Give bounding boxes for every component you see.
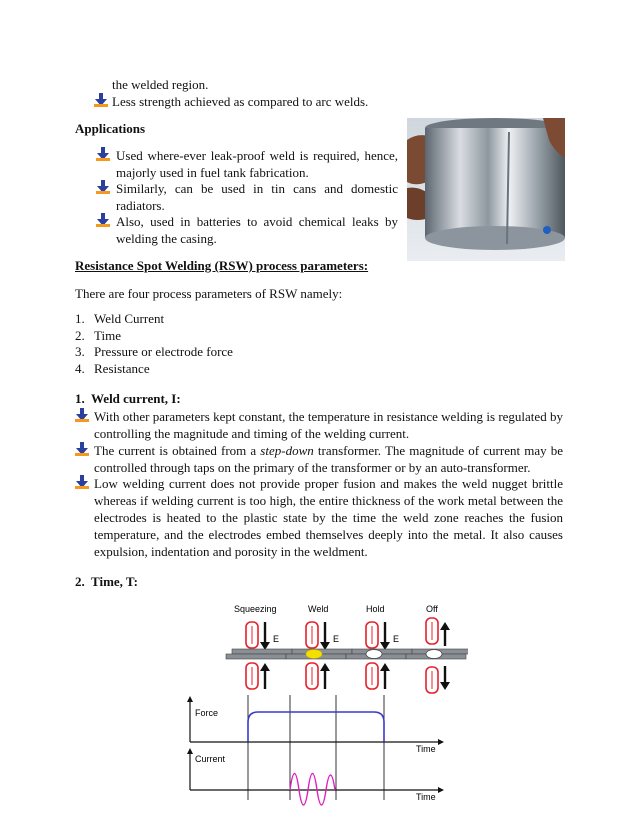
force-letter: E xyxy=(333,634,340,644)
weld-current-p3-line2: whereas if welding current is too high, the entire thickness of the work metal between the xyxy=(94,493,563,508)
list-item: Resistance xyxy=(94,361,150,376)
weld-nugget xyxy=(306,650,322,659)
arrow-bullet-icon xyxy=(96,147,110,161)
weld-current-p3-line5: expulsion, indentation and porosity in the weldment. xyxy=(94,544,368,559)
weld-current-p3-line4: temperature, and the electrodes embed themselves deeply into the metal. It also causes xyxy=(94,527,563,542)
squeeze-stage xyxy=(226,622,292,689)
application-1-line-1: Used where-ever leak-proof weld is required, hence, xyxy=(116,148,398,163)
hold-stage xyxy=(346,622,412,689)
weld-current-p1-line2: controlling the magnitude and timing of the welding current. xyxy=(94,426,410,441)
application-3-line-2: welding the casing. xyxy=(116,231,217,246)
weld-current-p3-line1: Low welding current does not provide proper fusion and makes the weld nugget brittle xyxy=(94,476,563,491)
stage-label: Weld xyxy=(308,604,329,614)
arrow-bullet-icon xyxy=(75,475,89,489)
force-letter: E xyxy=(273,634,280,644)
time-axis-label: Time xyxy=(416,792,436,802)
list-number: 3. xyxy=(75,344,85,359)
force-plot xyxy=(187,696,444,754)
current-axis-label: Current xyxy=(195,754,226,764)
application-3-line-1: Also, used in batteries to avoid chemical leaks by xyxy=(116,214,398,229)
welded-cylinder-photo xyxy=(407,118,565,261)
force-axis-label: Force xyxy=(195,708,219,718)
weld-current-p1-line1: With other parameters kept constant, the temperature in resistance welding is regulated by xyxy=(94,409,563,424)
stage-label: Squeezing xyxy=(234,604,277,614)
force-curve xyxy=(248,712,384,742)
weld-current-heading: 1. Weld current, I: xyxy=(75,391,181,406)
arrow-bullet-icon xyxy=(94,93,108,107)
rsw-intro: There are four process parameters of RSW namely: xyxy=(75,286,343,301)
current-waveform xyxy=(290,774,335,806)
application-2-line-2: radiators. xyxy=(116,198,165,213)
rsw-heading: Resistance Spot Welding (RSW) process parameters: xyxy=(75,258,369,273)
stage-label: Hold xyxy=(366,604,385,614)
stage-label: Off xyxy=(426,604,438,614)
list-item: Pressure or electrode force xyxy=(94,344,233,359)
weld-stage xyxy=(286,622,352,689)
list-number: 1. xyxy=(75,311,85,326)
step-down-term: step-down xyxy=(260,443,314,458)
continuation-text: the welded region. xyxy=(112,77,209,92)
arrow-bullet-icon xyxy=(96,213,110,227)
arrow-bullet-icon xyxy=(75,408,89,422)
weld-current-p2-line2: controlled through taps on the primary of the transformer or by an auto-transformer. xyxy=(94,460,531,475)
off-stage xyxy=(406,618,468,693)
force-letter: E xyxy=(393,634,400,644)
arrow-bullet-icon xyxy=(96,180,110,194)
time-heading: 2. Time, T: xyxy=(75,574,138,589)
weld-current-p2-line1: The current is obtained from a step-down transformer. The magnitude of current may be xyxy=(94,443,563,458)
current-plot xyxy=(187,748,444,805)
applications-heading: Applications xyxy=(75,121,146,136)
application-2-line-1: Similarly, can be used in tin cans and domestic xyxy=(116,181,398,196)
list-number: 4. xyxy=(75,361,85,376)
less-strength-text: Less strength achieved as compared to arc welds. xyxy=(112,94,369,109)
welding-cycle-diagram xyxy=(178,600,468,810)
application-1-line-2: majorly used in fuel tank fabrication. xyxy=(116,165,309,180)
arrow-bullet-icon xyxy=(75,442,89,456)
list-item: Time xyxy=(94,328,121,343)
weld-current-p3-line3: electrodes is heated to the plastic state by the time the weld zone reaches the fusion xyxy=(94,510,563,525)
list-number: 2. xyxy=(75,328,85,343)
time-axis-label: Time xyxy=(416,744,436,754)
list-item: Weld Current xyxy=(94,311,165,326)
